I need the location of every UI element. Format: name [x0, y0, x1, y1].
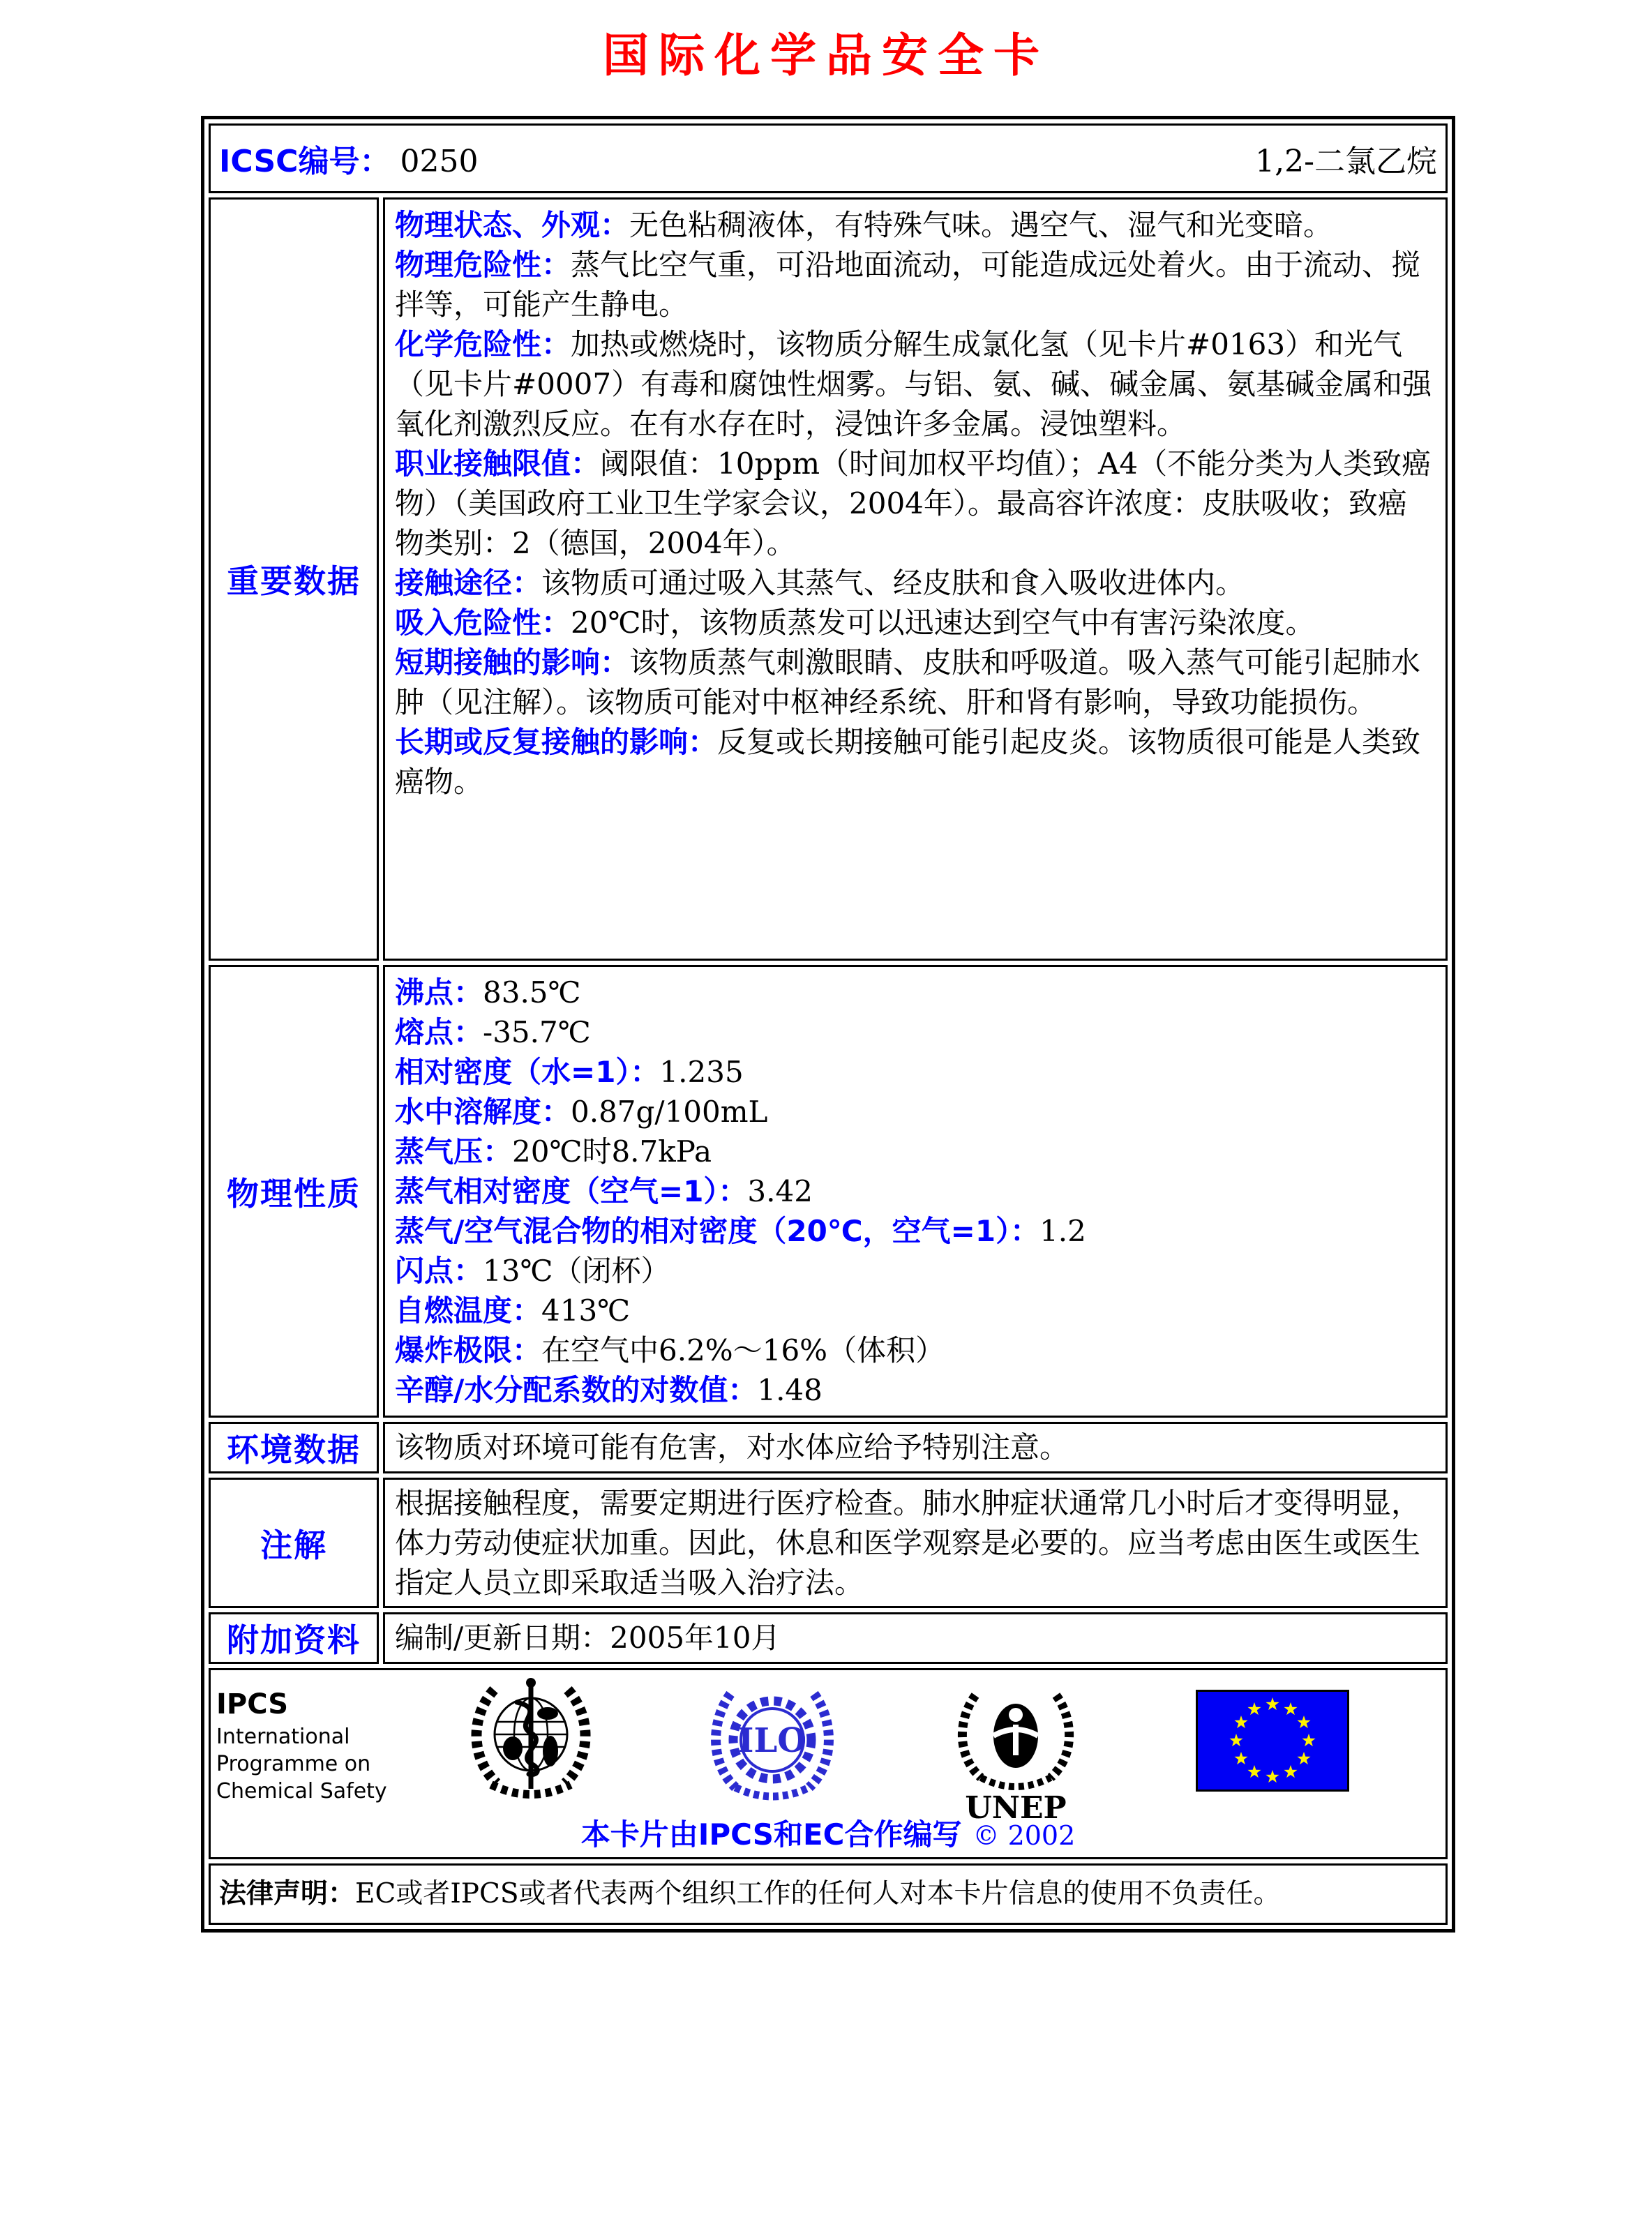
field-text: 1.2: [1039, 1214, 1086, 1248]
ilo-emblem-icon: [707, 1681, 837, 1806]
environment-data-row: [209, 1422, 1448, 1473]
property-water-solubility: [395, 1092, 1436, 1132]
header-row: [209, 123, 1448, 193]
notes-row: [209, 1478, 1448, 1608]
field-text: 反复或长期接触可能引起皮炎。该物质很可能是人类致癌物。: [395, 725, 1421, 799]
field-text: 阈限值：10ppm（时间加权平均值）；A4（不能分类为人类致癌物）（美国政府工业卫生学家会议，2004年）。最高容许浓度：皮肤吸收；致癌物类别：2（德国，2004年）。: [395, 447, 1432, 560]
row-label-additional-info: 附加资料: [209, 1612, 379, 1664]
property-flash-point: [395, 1251, 1436, 1291]
paragraph-short-term-effects: [395, 643, 1436, 722]
important-data-row: [209, 197, 1448, 961]
icsc-number-label: ICSC编号：: [219, 144, 391, 179]
paragraph-occupational-limits: [395, 444, 1436, 563]
additional-info-content: 编制/更新日期：2005年10月: [383, 1612, 1448, 1664]
legal-row: [209, 1863, 1448, 1925]
field-text: 在空气中6.2%～16%（体积）: [541, 1333, 945, 1367]
paragraph-chemical-danger: [395, 324, 1436, 444]
property-octanol-water-partition: [395, 1370, 1436, 1410]
field-label: 水中溶解度：: [395, 1095, 571, 1129]
paragraph-long-term-effects: [395, 722, 1436, 802]
property-vapor-air-mixture-density: [395, 1211, 1436, 1251]
additional-info-row: [209, 1612, 1448, 1664]
field-label: 物理危险性：: [395, 248, 571, 282]
icsc-number: [219, 136, 478, 181]
ipcs-subtitle-line: International: [216, 1725, 350, 1749]
logo-strip: [211, 1670, 1446, 1824]
credit-line: [211, 1817, 1446, 1854]
logos-row: [209, 1668, 1448, 1859]
unep-label: UNEP: [965, 1790, 1067, 1824]
field-text: 413℃: [541, 1293, 631, 1328]
field-label: 吸入危险性：: [395, 606, 571, 640]
property-vapor-pressure: [395, 1132, 1436, 1171]
ipcs-subtitle-line: Chemical Safety: [216, 1779, 387, 1803]
row-label-environment-data: 环境数据: [209, 1422, 379, 1473]
field-text: 0.87g/100mL: [571, 1095, 768, 1129]
unep-emblem-icon: [954, 1680, 1077, 1824]
field-text: 该物质可通过吸入其蒸气、经皮肤和食入吸收进体内。: [541, 566, 1245, 600]
credit-text: 本卡片由IPCS和EC合作编写: [580, 1817, 962, 1852]
ipcs-subtitle-line: Programme on: [216, 1752, 371, 1776]
eu-flag-icon: [1196, 1690, 1349, 1792]
field-label: 闪点：: [395, 1254, 483, 1288]
property-relative-density: [395, 1052, 1436, 1092]
logos-cell: [209, 1668, 1448, 1859]
field-label: 自燃温度：: [395, 1293, 542, 1328]
ilo-label: ILO: [737, 1721, 807, 1760]
field-label: 职业接触限值：: [395, 447, 601, 481]
field-label: 短期接触的影响：: [395, 645, 630, 680]
field-label: 物理状态、外观：: [395, 208, 630, 242]
field-label: 蒸气/空气混合物的相对密度（20℃，空气=1）：: [395, 1214, 1040, 1248]
field-text: 13℃（闭杯）: [483, 1254, 670, 1288]
field-text: 1.235: [659, 1055, 744, 1089]
paragraph-inhalation-risk: [395, 603, 1436, 643]
physical-properties-row: [209, 965, 1448, 1418]
field-text: 加热或燃烧时，该物质分解生成氯化氢（见卡片#0163）和光气（见卡片#0007）有毒和腐蚀性烟雾。与铝、氨、碱、碱金属、氨基碱金属和强氧化剂激烈反应。在有水存在时，浸蚀许多金属。浸蚀塑料。: [395, 327, 1432, 441]
field-text: 3.42: [747, 1174, 813, 1208]
environment-data-content: 该物质对环境可能有危害，对水体应给予特别注意。: [383, 1422, 1448, 1473]
property-melting-point: [395, 1012, 1436, 1052]
ipcs-text-block: [216, 1688, 387, 1805]
property-boiling-point: [395, 973, 1436, 1012]
physical-properties-content: [383, 965, 1448, 1418]
field-label: 化学危险性：: [395, 327, 571, 361]
important-data-content: [383, 197, 1448, 961]
field-text: 83.5℃: [483, 975, 581, 1010]
row-label-physical-properties: 物理性质: [209, 965, 379, 1418]
field-text: 蒸气比空气重，可沿地面流动，可能造成远处着火。由于流动、搅拌等，可能产生静电。: [395, 248, 1421, 322]
paragraph-physical-state: [395, 205, 1436, 245]
field-label: 相对密度（水=1）：: [395, 1055, 660, 1089]
legal-label: 法律声明：: [219, 1878, 356, 1909]
paragraph-exposure-routes: [395, 563, 1436, 603]
field-label: 接触途径：: [395, 566, 542, 600]
field-text: 该物质蒸气刺激眼睛、皮肤和呼吸道。吸入蒸气可能引起肺水肿（见注解）。该物质可能对中枢神经系统、肝和肾有影响，导致功能损伤。: [395, 645, 1421, 719]
legal-text: EC或者IPCS或者代表两个组织工作的任何人对本卡片信息的使用不负责任。: [355, 1878, 1281, 1909]
field-label: 辛醇/水分配系数的对数值：: [395, 1373, 758, 1407]
copyright-text: © 2002: [973, 1820, 1076, 1851]
property-autoignition-temperature: [395, 1291, 1436, 1330]
notes-content: 根据接触程度，需要定期进行医疗检查。肺水肿症状通常几小时后才变得明显，体力劳动使症状加重。因此，休息和医学观察是必要的。应当考虑由医生或医生指定人员立即采取适当吸入治疗法。: [383, 1478, 1448, 1608]
chemical-name: 1,2-二氯乙烷: [1255, 144, 1437, 179]
ipcs-title: IPCS: [216, 1688, 289, 1720]
paragraph-physical-danger: [395, 245, 1436, 324]
property-explosive-limits: [395, 1330, 1436, 1370]
row-label-notes: 注解: [209, 1478, 379, 1608]
field-label: 熔点：: [395, 1015, 483, 1049]
icsc-card-table: [201, 116, 1455, 1933]
field-text: -35.7℃: [483, 1015, 591, 1049]
field-text: 20℃时，该物质蒸发可以迅速达到空气中有害污染浓度。: [571, 606, 1315, 640]
field-label: 爆炸极限：: [395, 1333, 542, 1367]
field-label: 蒸气相对密度（空气=1）：: [395, 1174, 748, 1208]
page-title: 国际化学品安全卡: [603, 28, 1049, 82]
field-text: 无色粘稠液体，有特殊气味。遇空气、湿气和光变暗。: [629, 208, 1333, 242]
who-emblem-icon: [466, 1672, 596, 1808]
field-text: 1.48: [757, 1373, 823, 1407]
field-label: 长期或反复接触的影响：: [395, 725, 718, 759]
field-label: 蒸气压：: [395, 1134, 513, 1169]
header-cell: [209, 123, 1448, 193]
header-bar: [219, 136, 1437, 181]
field-label: 沸点：: [395, 975, 483, 1010]
row-label-important-data: 重要数据: [209, 197, 379, 961]
legal-cell: [209, 1863, 1448, 1925]
property-vapor-density: [395, 1171, 1436, 1211]
field-text: 20℃时8.7kPa: [512, 1134, 712, 1169]
icsc-number-value: 0250: [400, 144, 479, 179]
